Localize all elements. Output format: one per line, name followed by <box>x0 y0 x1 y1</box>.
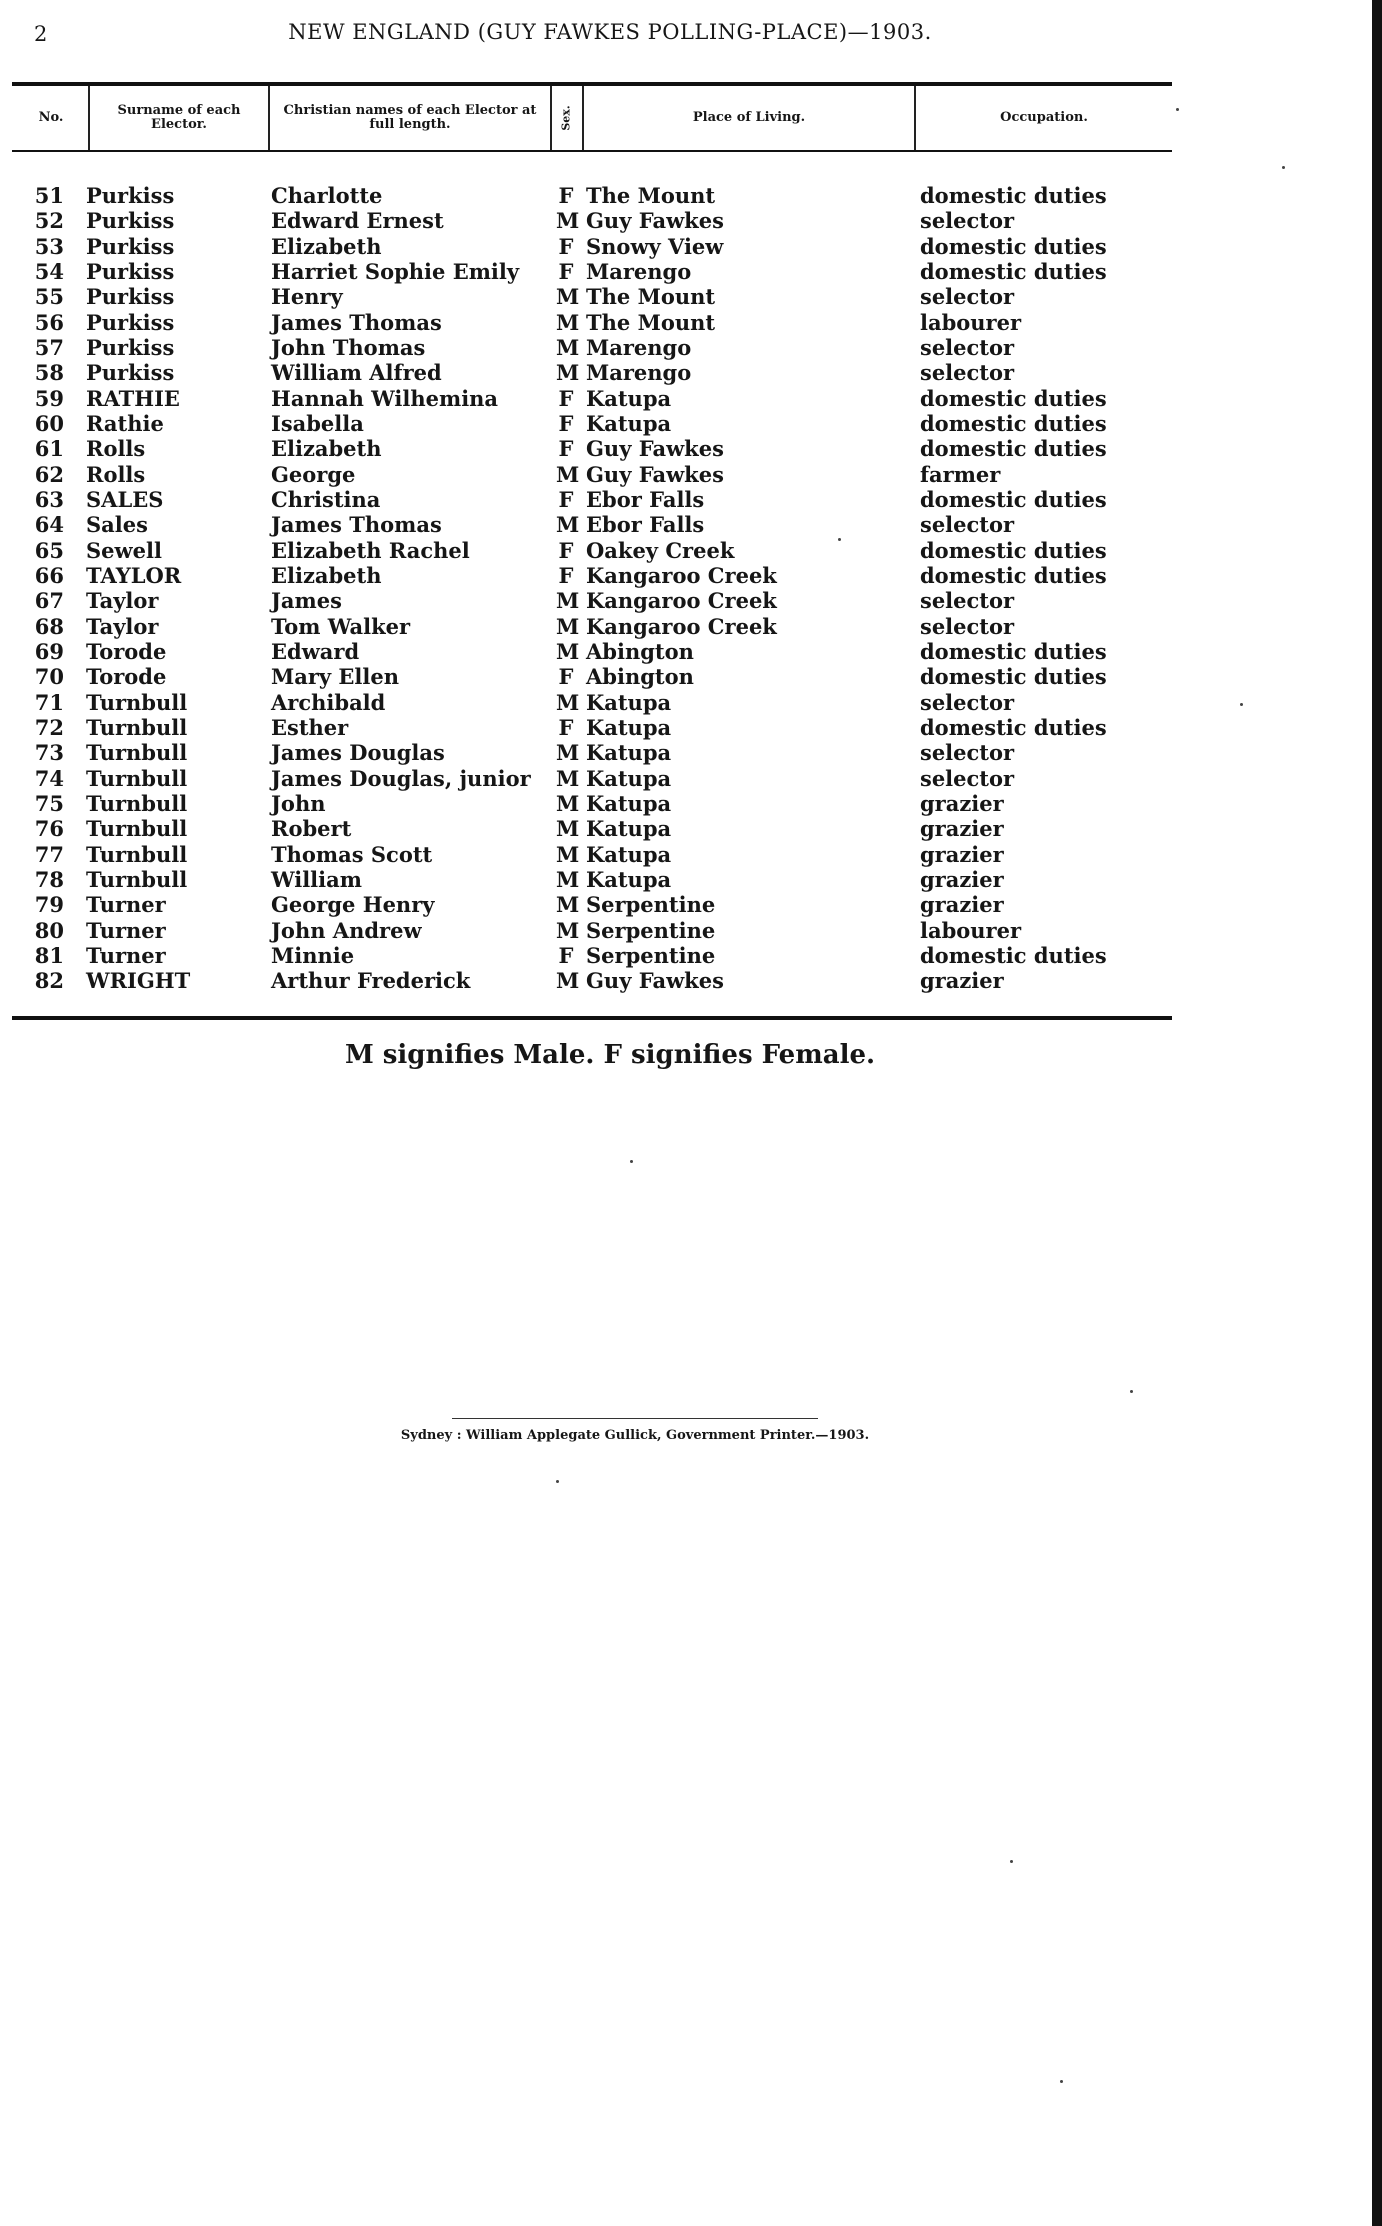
elector-number: 60 <box>34 410 64 436</box>
elector-place-of-living: Guy Fawkes <box>586 461 724 487</box>
elector-row <box>0 487 1382 512</box>
elector-sex: M <box>556 309 580 335</box>
elector-row <box>0 614 1382 639</box>
elector-place-of-living: Guy Fawkes <box>586 968 724 994</box>
elector-surname: Rolls <box>86 436 146 462</box>
elector-christian-names: John Thomas <box>271 334 426 360</box>
elector-sex: M <box>556 841 580 867</box>
elector-place-of-living: Katupa <box>586 740 672 766</box>
elector-occupation: selector <box>920 334 1015 360</box>
elector-christian-names: William <box>271 866 362 892</box>
elector-christian-names: James Douglas <box>271 740 445 766</box>
elector-list <box>0 183 1382 994</box>
elector-place-of-living: Katupa <box>586 385 672 411</box>
elector-occupation: grazier <box>920 841 1004 867</box>
elector-surname: Taylor <box>86 588 159 614</box>
elector-sex: F <box>558 436 574 462</box>
elector-place-of-living: Marengo <box>586 360 692 386</box>
header-place: Place of Living. <box>692 110 806 125</box>
elector-number: 59 <box>34 385 64 411</box>
elector-sex: M <box>556 613 580 639</box>
elector-sex: M <box>556 461 580 487</box>
elector-number: 72 <box>34 714 64 740</box>
table-header <box>0 86 1382 150</box>
elector-number: 65 <box>34 537 64 563</box>
elector-row <box>0 411 1382 436</box>
elector-occupation: selector <box>920 765 1015 791</box>
elector-occupation: selector <box>920 588 1015 614</box>
elector-surname: Purkiss <box>86 208 175 234</box>
page-number: 2 <box>34 22 48 46</box>
elector-number: 54 <box>34 258 64 284</box>
elector-occupation: grazier <box>920 968 1004 994</box>
elector-christian-names: Arthur Frederick <box>271 968 471 994</box>
elector-row <box>0 310 1382 335</box>
elector-sex: M <box>556 765 580 791</box>
header-surname: Surname of each Elector. <box>117 103 241 132</box>
header-occupation: Occupation. <box>1000 110 1088 125</box>
elector-surname: Rolls <box>86 461 146 487</box>
elector-place-of-living: The Mount <box>586 284 716 310</box>
elector-sex: F <box>558 258 574 284</box>
elector-surname: Turnbull <box>86 841 188 867</box>
elector-sex: F <box>558 537 574 563</box>
elector-place-of-living: Abington <box>586 638 694 664</box>
speck <box>1010 1860 1013 1863</box>
elector-number: 80 <box>34 917 64 943</box>
elector-surname: Turnbull <box>86 740 188 766</box>
elector-christian-names: James Thomas <box>271 309 442 335</box>
elector-number: 68 <box>34 613 64 639</box>
elector-number: 66 <box>34 562 64 588</box>
elector-christian-names: Charlotte <box>271 183 383 208</box>
elector-surname: Turner <box>86 917 166 943</box>
elector-sex: M <box>556 284 580 310</box>
elector-christian-names: Elizabeth <box>271 562 382 588</box>
elector-sex: F <box>558 385 574 411</box>
elector-occupation: domestic duties <box>920 258 1107 284</box>
elector-row <box>0 386 1382 411</box>
elector-occupation: domestic duties <box>920 183 1107 208</box>
elector-row <box>0 538 1382 563</box>
bottom-rule <box>12 1016 1172 1020</box>
elector-place-of-living: Kangaroo Creek <box>586 613 777 639</box>
elector-row <box>0 462 1382 487</box>
elector-christian-names: Tom Walker <box>271 613 411 639</box>
elector-sex: M <box>556 334 580 360</box>
elector-place-of-living: Katupa <box>586 790 672 816</box>
elector-surname: Purkiss <box>86 309 175 335</box>
elector-sex: M <box>556 917 580 943</box>
sex-legend: M signifies Male. F signifies Female. <box>344 1040 876 1070</box>
elector-number: 62 <box>34 461 64 487</box>
elector-place-of-living: Guy Fawkes <box>586 208 724 234</box>
elector-row <box>0 284 1382 309</box>
elector-christian-names: Mary Ellen <box>271 664 400 690</box>
elector-sex: F <box>558 486 574 512</box>
elector-christian-names: Hannah Wilhemina <box>271 385 499 411</box>
elector-number: 67 <box>34 588 64 614</box>
elector-row <box>0 791 1382 816</box>
elector-row <box>0 816 1382 841</box>
elector-occupation: selector <box>920 613 1015 639</box>
elector-number: 81 <box>34 942 64 968</box>
elector-occupation: domestic duties <box>920 410 1107 436</box>
elector-occupation: domestic duties <box>920 436 1107 462</box>
elector-surname: Turnbull <box>86 689 188 715</box>
speck <box>1060 2080 1063 2083</box>
elector-surname: RATHIE <box>86 385 180 411</box>
elector-row <box>0 436 1382 461</box>
elector-christian-names: Isabella <box>271 410 364 436</box>
elector-christian-names: George <box>271 461 356 487</box>
elector-place-of-living: Serpentine <box>586 917 716 943</box>
elector-christian-names: Christina <box>271 486 381 512</box>
elector-row <box>0 867 1382 892</box>
elector-number: 55 <box>34 284 64 310</box>
elector-place-of-living: Katupa <box>586 765 672 791</box>
elector-place-of-living: Katupa <box>586 866 672 892</box>
elector-row <box>0 690 1382 715</box>
elector-place-of-living: Katupa <box>586 689 672 715</box>
elector-surname: Rathie <box>86 410 164 436</box>
elector-row <box>0 588 1382 613</box>
elector-occupation: selector <box>920 740 1015 766</box>
elector-number: 58 <box>34 360 64 386</box>
elector-occupation: selector <box>920 512 1015 538</box>
elector-sex: M <box>556 968 580 994</box>
elector-place-of-living: Abington <box>586 664 694 690</box>
elector-place-of-living: Marengo <box>586 334 692 360</box>
elector-place-of-living: Snowy View <box>586 233 724 259</box>
elector-occupation: domestic duties <box>920 638 1107 664</box>
elector-row <box>0 766 1382 791</box>
imprint-rule <box>452 1418 818 1419</box>
page-edge-bar <box>1372 0 1382 2226</box>
elector-christian-names: Edward Ernest <box>271 208 444 234</box>
elector-sex: M <box>556 360 580 386</box>
elector-surname: Torode <box>86 664 167 690</box>
elector-number: 51 <box>34 183 64 208</box>
header-no: No. <box>38 110 64 125</box>
elector-surname: Purkiss <box>86 233 175 259</box>
elector-christian-names: Edward <box>271 638 360 664</box>
elector-christian-names: Elizabeth <box>271 436 382 462</box>
elector-christian-names: James <box>271 588 342 614</box>
elector-number: 69 <box>34 638 64 664</box>
elector-christian-names: John <box>271 790 326 816</box>
elector-occupation: grazier <box>920 816 1004 842</box>
elector-row <box>0 563 1382 588</box>
header-sex <box>552 86 582 150</box>
speck <box>1282 166 1285 169</box>
elector-surname: Sales <box>86 512 148 538</box>
elector-occupation: labourer <box>920 309 1022 335</box>
speck <box>1240 703 1243 706</box>
elector-place-of-living: The Mount <box>586 309 716 335</box>
elector-row <box>0 943 1382 968</box>
elector-number: 56 <box>34 309 64 335</box>
elector-number: 70 <box>34 664 64 690</box>
elector-surname: Purkiss <box>86 183 175 208</box>
elector-occupation: domestic duties <box>920 233 1107 259</box>
elector-row <box>0 892 1382 917</box>
elector-number: 75 <box>34 790 64 816</box>
elector-row <box>0 512 1382 537</box>
elector-christian-names: Robert <box>271 816 352 842</box>
elector-occupation: domestic duties <box>920 942 1107 968</box>
elector-surname: Turnbull <box>86 765 188 791</box>
elector-place-of-living: Ebor Falls <box>586 486 705 512</box>
elector-occupation: selector <box>920 284 1015 310</box>
elector-sex: M <box>556 512 580 538</box>
elector-surname: Turnbull <box>86 790 188 816</box>
elector-christian-names: George Henry <box>271 892 435 918</box>
elector-sex: F <box>558 664 574 690</box>
elector-row <box>0 234 1382 259</box>
elector-row <box>0 842 1382 867</box>
elector-occupation: selector <box>920 689 1015 715</box>
speck <box>556 1480 559 1483</box>
elector-occupation: domestic duties <box>920 714 1107 740</box>
elector-place-of-living: Katupa <box>586 841 672 867</box>
speck <box>838 538 841 541</box>
elector-surname: Turnbull <box>86 714 188 740</box>
elector-row <box>0 335 1382 360</box>
elector-place-of-living: Katupa <box>586 816 672 842</box>
elector-christian-names: John Andrew <box>271 917 422 943</box>
elector-number: 78 <box>34 866 64 892</box>
elector-christian-names: William Alfred <box>271 360 442 386</box>
elector-surname: Turner <box>86 892 166 918</box>
elector-number: 71 <box>34 689 64 715</box>
elector-sex: M <box>556 588 580 614</box>
elector-number: 61 <box>34 436 64 462</box>
elector-row <box>0 918 1382 943</box>
elector-surname: Taylor <box>86 613 159 639</box>
elector-sex: M <box>556 790 580 816</box>
elector-number: 82 <box>34 968 64 994</box>
elector-sex: M <box>556 638 580 664</box>
elector-surname: Purkiss <box>86 258 175 284</box>
elector-christian-names: Thomas Scott <box>271 841 433 867</box>
elector-number: 57 <box>34 334 64 360</box>
elector-place-of-living: Katupa <box>586 410 672 436</box>
elector-occupation: grazier <box>920 790 1004 816</box>
elector-number: 76 <box>34 816 64 842</box>
elector-occupation: selector <box>920 208 1015 234</box>
elector-sex: F <box>558 410 574 436</box>
elector-occupation: domestic duties <box>920 486 1107 512</box>
elector-surname: Turnbull <box>86 866 188 892</box>
elector-number: 52 <box>34 208 64 234</box>
elector-row <box>0 208 1382 233</box>
elector-sex: F <box>558 562 574 588</box>
elector-occupation: farmer <box>920 461 1001 487</box>
elector-sex: M <box>556 816 580 842</box>
elector-number: 53 <box>34 233 64 259</box>
elector-place-of-living: Kangaroo Creek <box>586 588 777 614</box>
speck <box>1130 1390 1133 1393</box>
elector-place-of-living: Marengo <box>586 258 692 284</box>
elector-row <box>0 968 1382 993</box>
elector-place-of-living: Ebor Falls <box>586 512 705 538</box>
elector-place-of-living: Oakey Creek <box>586 537 735 563</box>
elector-christian-names: Elizabeth Rachel <box>271 537 470 563</box>
elector-row <box>0 740 1382 765</box>
header-christian: Christian names of each Elector at full length. <box>283 103 537 132</box>
elector-place-of-living: Kangaroo Creek <box>586 562 777 588</box>
elector-christian-names: Esther <box>271 714 349 740</box>
speck <box>1176 108 1179 111</box>
elector-surname: Turner <box>86 942 166 968</box>
elector-occupation: grazier <box>920 866 1004 892</box>
elector-occupation: grazier <box>920 892 1004 918</box>
elector-number: 73 <box>34 740 64 766</box>
elector-christian-names: James Douglas, junior <box>271 765 531 791</box>
printer-imprint: Sydney : William Applegate Gullick, Government Printer.—1903. <box>400 1428 870 1443</box>
elector-number: 63 <box>34 486 64 512</box>
elector-christian-names: Harriet Sophie Emily <box>271 258 520 284</box>
elector-number: 64 <box>34 512 64 538</box>
elector-sex: M <box>556 740 580 766</box>
elector-number: 77 <box>34 841 64 867</box>
header-rule <box>12 150 1172 152</box>
elector-sex: M <box>556 866 580 892</box>
elector-sex: M <box>556 208 580 234</box>
elector-sex: M <box>556 689 580 715</box>
elector-row <box>0 259 1382 284</box>
elector-surname: Purkiss <box>86 284 175 310</box>
elector-occupation: domestic duties <box>920 537 1107 563</box>
elector-occupation: domestic duties <box>920 664 1107 690</box>
elector-surname: Turnbull <box>86 816 188 842</box>
elector-christian-names: Minnie <box>271 942 355 968</box>
elector-number: 74 <box>34 765 64 791</box>
elector-row <box>0 183 1382 208</box>
elector-place-of-living: Serpentine <box>586 942 716 968</box>
elector-place-of-living: Katupa <box>586 714 672 740</box>
elector-sex: F <box>558 714 574 740</box>
elector-occupation: domestic duties <box>920 562 1107 588</box>
elector-surname: WRIGHT <box>86 968 191 994</box>
elector-surname: Purkiss <box>86 360 175 386</box>
elector-sex: M <box>556 892 580 918</box>
speck <box>630 1160 633 1163</box>
elector-sex: F <box>558 233 574 259</box>
elector-christian-names: James Thomas <box>271 512 442 538</box>
header-sex-label: Sex. <box>560 105 573 131</box>
elector-row <box>0 664 1382 689</box>
elector-place-of-living: Serpentine <box>586 892 716 918</box>
page-title: NEW ENGLAND (GUY FAWKES POLLING-PLACE)—1903. <box>288 20 932 44</box>
elector-place-of-living: Guy Fawkes <box>586 436 724 462</box>
elector-occupation: selector <box>920 360 1015 386</box>
elector-christian-names: Archibald <box>271 689 386 715</box>
elector-surname: TAYLOR <box>86 562 182 588</box>
elector-number: 79 <box>34 892 64 918</box>
elector-christian-names: Elizabeth <box>271 233 382 259</box>
elector-surname: SALES <box>86 486 164 512</box>
elector-occupation: labourer <box>920 917 1022 943</box>
elector-place-of-living: The Mount <box>586 183 716 208</box>
elector-surname: Torode <box>86 638 167 664</box>
elector-occupation: domestic duties <box>920 385 1107 411</box>
elector-row <box>0 715 1382 740</box>
elector-sex: F <box>558 183 574 208</box>
elector-sex: F <box>558 942 574 968</box>
elector-christian-names: Henry <box>271 284 343 310</box>
elector-surname: Sewell <box>86 537 162 563</box>
elector-surname: Purkiss <box>86 334 175 360</box>
elector-row <box>0 639 1382 664</box>
elector-row <box>0 360 1382 385</box>
